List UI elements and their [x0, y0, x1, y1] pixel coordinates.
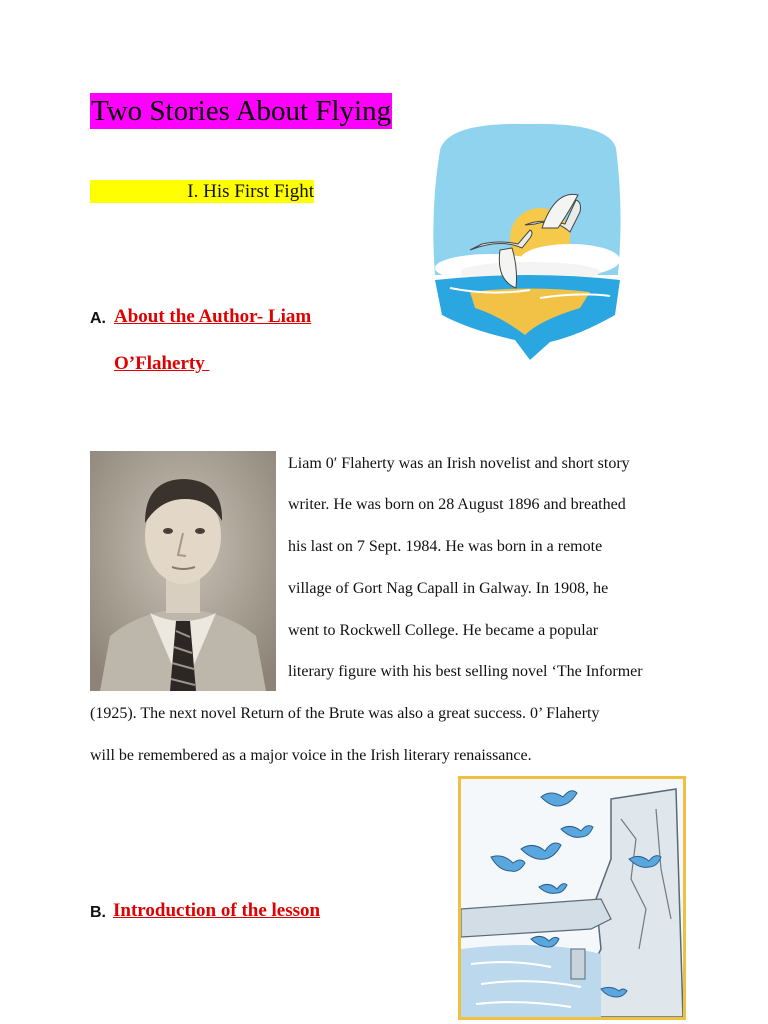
section-b-heading: Introduction of the lesson: [113, 900, 321, 921]
section-a-heading-line1: About the Author- Liam: [114, 306, 312, 327]
chapter-subtitle: I. His First Fight: [90, 180, 314, 203]
bio-line-6: literary figure with his best selling novel ‘The Informer: [288, 663, 643, 680]
section-a-letter: A.: [90, 310, 106, 327]
bio-line-4: village of Gort Nag Capall in Galway. In 1908, he: [288, 580, 609, 597]
bio-line-3: his last on 7 Sept. 1984. He was born in a remote: [288, 538, 603, 555]
bio-line-1: Liam 0′ Flaherty was an Irish novelist and short story: [288, 455, 630, 472]
section-b-letter: B.: [90, 904, 106, 921]
page-title: Two Stories About Flying: [91, 95, 392, 127]
bio-line-2: writer. He was born on 28 August 1896 and breathed: [288, 496, 626, 513]
section-a-heading-line2: O’Flaherty: [114, 353, 210, 374]
bio-line-8: will be remembered as a major voice in the Irish literary renaissance.: [90, 747, 532, 764]
bio-line-5: went to Rockwell College. He became a popular: [288, 622, 599, 639]
blue-birds-cliff-illustration: [458, 776, 686, 1020]
flying-bird-illustration: [430, 120, 625, 360]
author-portrait-photo: [90, 451, 276, 691]
bio-line-7: (1925). The next novel Return of the Brute was also a great success. 0’ Flaherty: [90, 705, 600, 722]
